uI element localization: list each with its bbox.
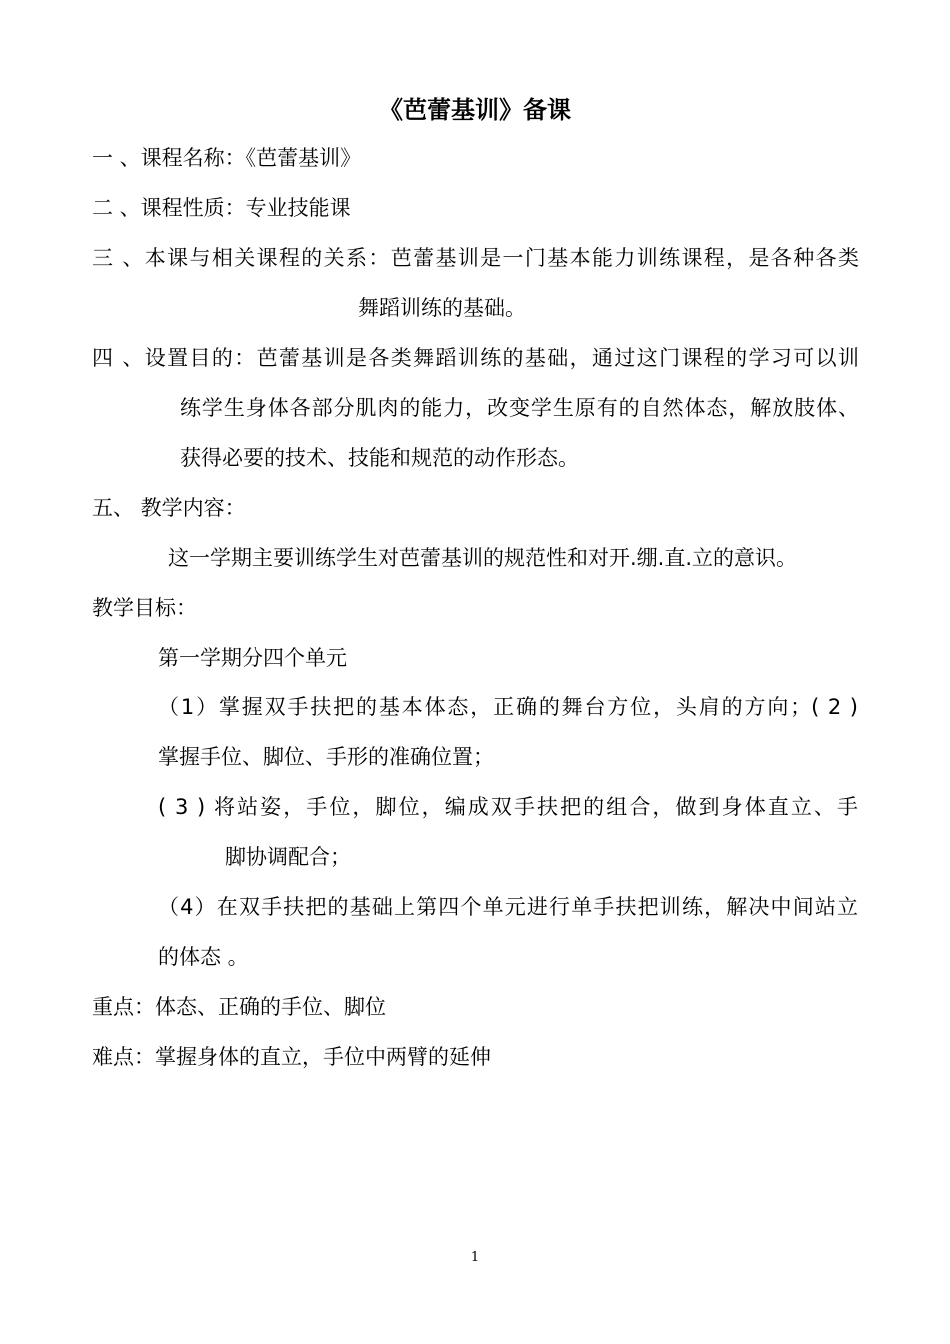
line-teaching-content-desc: 这一学期主要训练学生对芭蕾基训的规范性和对开.绷.直.立的意识。	[168, 546, 798, 570]
line-purpose-cont-1: 练学生身体各部分肌肉的能力，改变学生原有的自然体态，解放肢体、	[180, 396, 859, 420]
line-teaching-content: 五、 教学内容：	[92, 496, 246, 520]
line-teaching-goals: 教学目标：	[92, 596, 197, 620]
line-unit-4-cont: 的体态 。	[158, 945, 249, 969]
line-unit-1: （1）掌握双手扶把的基本体态，正确的舞台方位，头肩的方向；( 2 )	[158, 695, 858, 719]
line-purpose: 四 、设置目的：芭蕾基训是各类舞蹈训练的基础，通过这门课程的学习可以训	[92, 346, 859, 370]
line-course-nature: 二 、课程性质：专业技能课	[92, 196, 351, 220]
line-purpose-cont-2: 获得必要的技术、技能和规范的动作形态。	[180, 446, 579, 470]
line-units: 第一学期分四个单元	[158, 646, 347, 670]
line-unit-3: ( 3 ) 将站姿，手位，脚位，编成双手扶把的组合，做到身体直立、手	[158, 795, 858, 819]
document-title: 《芭蕾基训》备课	[379, 96, 571, 124]
line-unit-4: （4）在双手扶把的基础上第四个单元进行单手扶把训练，解决中间站立	[158, 895, 858, 919]
line-difficulties: 难点：掌握身体的直立，手位中两臂的延伸	[92, 1045, 491, 1069]
line-unit-2: 掌握手位、脚位、手形的准确位置；	[158, 745, 494, 769]
line-key-points: 重点：体态、正确的手位、脚位	[92, 995, 386, 1019]
line-unit-3-cont: 脚协调配合；	[225, 845, 351, 869]
page-number: 1	[470, 1250, 480, 1265]
line-course-relation: 三 、本课与相关课程的关系：芭蕾基训是一门基本能力训练课程，是各种各类	[92, 246, 859, 270]
line-course-name: 一 、课程名称：《芭蕾基训》	[92, 146, 362, 170]
line-course-relation-cont: 舞蹈训练的基础。	[358, 296, 526, 320]
